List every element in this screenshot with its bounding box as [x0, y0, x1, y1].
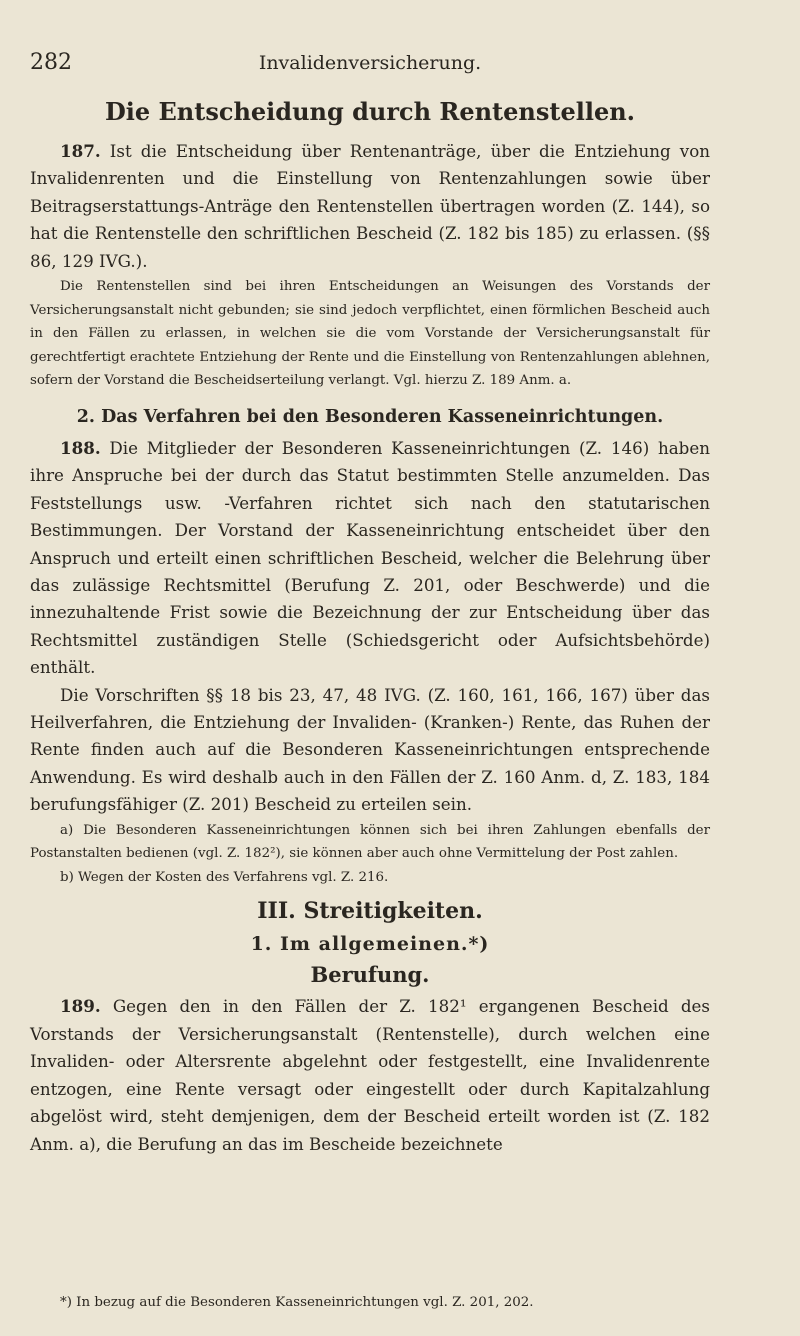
paragraph-number: 188.	[60, 438, 101, 458]
running-title: Invalidenversicherung.	[258, 52, 482, 74]
paragraph-text: Gegen den in den Fällen der Z. 182¹ ergangenen Bescheid des Vorstands der Versicherungsanstalt (Rentenstelle), durch welchen eine Invaliden- oder Altersrente abgelehnt oder festgestellt, eine Invalidenrente entzogen, eine Rente versagt oder eingestellt oder durch Kapitalzahlung abgelöst wird, steht demjenigen, dem der Bescheid erteilt worden ist (Z. 182 Anm. a), die Berufung an das im Bescheide bezeichnete	[30, 996, 710, 1154]
note-188-a: a) Die Besonderen Kasseneinrichtungen können sich bei ihren Zahlungen ebenfalls der Postanstalten bedienen (vgl. Z. 182²), sie können aber auch ohne Vermittelung der Post zahlen.	[30, 822, 710, 862]
paragraph-text: Die Mitglieder der Besonderen Kasseneinrichtungen (Z. 146) haben ihre Anspruche bei der durch das Statut bestimmten Stelle anzumelden. Das Feststellungs usw. -Verfahren richtet sich nach den statutarischen Bestimmungen. Der Vorstand der Kasseneinrichtung entscheidet über den Anspruch und erteilt einen schriftlichen Bescheid, welcher die Belehrung über das zulässige Rechtsmittel (Berufung Z. 201, oder Beschwerde) und die innezuhaltende Frist sowie die Bezeichnung der zur Entscheidung über das Rechtsmittel zuständigen Stelle (Schiedsgericht oder Aufsichtsbehörde) enthält.	[30, 438, 710, 678]
page-header	[30, 50, 710, 80]
paragraph-188	[30, 435, 710, 682]
paragraph-number: 189.	[60, 996, 101, 1017]
footnote: *) In bezug auf die Besonderen Kasseneinrichtungen vgl. Z. 201, 202.	[60, 1295, 534, 1310]
section-heading-3: III. Streitigkeiten.	[257, 898, 483, 925]
subheading-berufung: Berufung.	[310, 962, 430, 988]
note-187: Die Rentenstellen sind bei ihren Entscheidungen an Weisungen des Vorstands der Versicherungsanstalt nicht gebunden; sie sind jedoch verpflichtet, einen förmlichen Bescheid auch in den Fällen zu erlassen, in welchen sie die vom Vorstande der Versicherungsanstalt für gerechtfertigt erachtete Entziehung der Rente und die Einstellung von Rentenzahlungen ablehnen, sofern der Vorstand die Bescheidserteilung verlangt. Vgl. hierzu Z. 189 Anm. a.	[30, 279, 710, 389]
chapter-heading: Die Entscheidung durch Rentenstellen.	[104, 97, 636, 126]
paragraph-188-continued: Die Vorschriften §§ 18 bis 23, 47, 48 IVG. (Z. 160, 161, 166, 167) über das Heilverfahren, die Entziehung der Invaliden- (Kranken-) Rente, das Ruhen der Rente finden auch auf die Besonderen Kasseneinrichtungen entsprechende Anwendung. Es wird deshalb auch in den Fällen der Z. 160 Anm. d, Z. 183, 184 berufungsfähiger (Z. 201) Bescheid zu erteilen sein.	[30, 684, 710, 815]
subsection-heading: 1. Im allgemeinen.*)	[250, 933, 490, 956]
paragraph-text: Ist die Entscheidung über Rentenanträge, über die Entziehung von Invalidenrenten und die Einstellung von Rentenzahlungen sowie über Beitragserstattungs-Anträge den Rentenstellen übertragen worden (Z. 144), so hat die Rentenstelle den schriftlichen Bescheid (Z. 182 bis 185) zu erlassen. (§§ 86, 129 IVG.).	[30, 141, 710, 271]
section-heading-2: 2. Das Verfahren bei den Besonderen Kasseneinrichtungen.	[76, 407, 664, 427]
paragraph-189	[30, 993, 710, 1157]
paragraph-187	[30, 138, 710, 275]
note-188-b: b) Wegen der Kosten des Verfahrens vgl. Z. 216.	[60, 869, 389, 885]
page-number: 282	[30, 50, 72, 75]
paragraph-number: 187.	[60, 141, 101, 161]
page-content	[30, 92, 710, 1158]
